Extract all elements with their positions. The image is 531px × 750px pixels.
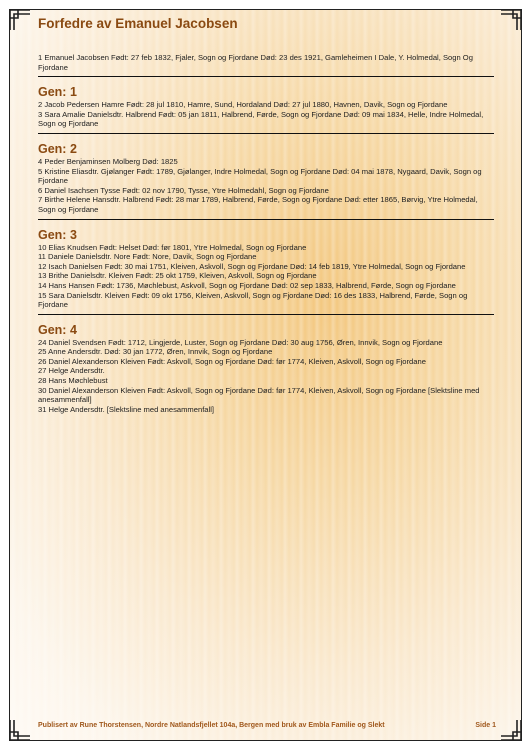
document-content <box>38 16 494 414</box>
person-entry: 11 Daniele Danielsdtr. Nore Født: Nore, Davik, Sogn og Fjordane <box>38 252 257 262</box>
section-divider <box>38 76 494 77</box>
person-entry: 27 Helge Andersdtr. <box>38 366 105 376</box>
section-divider <box>38 314 494 315</box>
person-entry: 10 Elias Knudsen Født: Helset Død: før 1801, Ytre Holmedal, Sogn og Fjordane <box>38 242 307 252</box>
corner-ornament-icon <box>9 719 31 741</box>
generation-2-section <box>38 142 494 215</box>
person-entry: 24 Daniel Svendsen Født: 1712, Lingjerde, Luster, Sogn og Fjordane Død: 30 aug 1756, Øren, Innvik, Sogn og Fjordane <box>38 337 443 347</box>
page-number: Side 1 <box>475 722 496 729</box>
person-entry: 30 Daniel Alexanderson Kleiven Født: Askvoll, Sogn og Fjordane Død: før 1774, Kleiven, Askvoll, Sogn og Fjordane [Slektsline med anesammenfall] <box>38 385 480 405</box>
person-entry: 2 Jacob Pedersen Hamre Født: 28 jul 1810, Hamre, Sund, Hordaland Død: 27 jul 1880, Havnen, Davik, Sogn og Fjordane <box>38 100 448 110</box>
publisher-note: Publisert av Rune Thorstensen, Nordre Natlandsfjellet 104a, Bergen med bruk av Embla Familie og Slekt <box>38 722 385 729</box>
corner-ornament-icon <box>500 9 522 31</box>
person-entry: 14 Hans Hansen Født: 1736, Møchlebust, Askvoll, Sogn og Fjordane Død: 02 sep 1833, Halbrend, Førde, Sogn og Fjordane <box>38 280 456 290</box>
page-footer <box>38 722 496 729</box>
generation-3-section <box>38 228 494 310</box>
person-entry: 1 Emanuel Jacobsen Født: 27 feb 1832, Fjaler, Sogn og Fjordane Død: 23 des 1921, Gamleheimen I Dale, Y. Holmedal, Sogn Og Fjordane <box>38 53 473 72</box>
person-entry: 28 Hans Møchlebust <box>38 376 108 386</box>
person-entry: 13 Brithe Danielsdtr. Kleiven Født: 25 okt 1759, Kleiven, Askvoll, Sogn og Fjordane <box>38 271 317 281</box>
person-entry: 31 Helge Andersdtr. [Slektsline med anesammenfall] <box>38 404 215 414</box>
person-entry: 25 Anne Andersdtr. Død: 30 jan 1772, Øren, Innvik, Sogn og Fjordane <box>38 347 273 357</box>
corner-ornament-icon <box>500 719 522 741</box>
generation-1-section <box>38 85 494 129</box>
corner-ornament-icon <box>9 9 31 31</box>
page-title: Forfedre av Emanuel Jacobsen <box>38 16 238 31</box>
generation-heading: Gen: 2 <box>38 141 77 156</box>
person-entry: 5 Kristine Eliasdtr. Gjølanger Født: 1789, Gjølanger, Indre Holmedal, Sogn og Fjordane Død: 04 mai 1878, Nygaard, Davik, Sogn og Fjordane <box>38 166 482 186</box>
generation-heading: Gen: 4 <box>38 322 77 337</box>
person-entry: 6 Daniel Isachsen Tysse Født: 02 nov 1790, Tysse, Ytre Holmedahl, Sogn og Fjordane <box>38 185 329 195</box>
person-entry: 12 Isach Danielsen Født: 30 mai 1751, Kleiven, Askvoll, Sogn og Fjordane Død: 14 feb 1819, Ytre Holmedal, Sogn og Fjordane <box>38 261 466 271</box>
person-entry: 15 Sara Danielsdtr. Kleiven Født: 09 okt 1756, Kleiven, Askvoll, Sogn og Fjordane Død: 16 des 1833, Halbrend, Førde, Sogn og Fjordane <box>38 290 468 310</box>
person-entry: 4 Peder Benjaminsen Molberg Død: 1825 <box>38 156 178 166</box>
person-entry: 26 Daniel Alexanderson Kleiven Født: Askvoll, Sogn og Fjordane Død: før 1774, Kleiven, Askvoll, Sogn og Fjordane <box>38 356 426 366</box>
section-divider <box>38 133 494 134</box>
section-divider <box>38 219 494 220</box>
root-section <box>38 53 494 72</box>
generation-heading: Gen: 1 <box>38 85 77 100</box>
generation-heading: Gen: 3 <box>38 227 77 242</box>
generation-4-section <box>38 323 494 415</box>
document-page <box>9 9 522 741</box>
person-entry: 3 Sara Amalie Danielsdtr. Halbrend Født: 05 jan 1811, Halbrend, Førde, Sogn og Fjordane Død: 09 mai 1834, Helle, Indre Holmedal, Sogn og Fjordane <box>38 109 484 129</box>
person-entry: 7 Birthe Helene Hansdtr. Halbrend Født: 28 mar 1789, Halbrend, Førde, Sogn og Fjordane Død: etter 1865, Børvig, Ytre Holmedal, Sogn og Fjordane <box>38 195 478 214</box>
